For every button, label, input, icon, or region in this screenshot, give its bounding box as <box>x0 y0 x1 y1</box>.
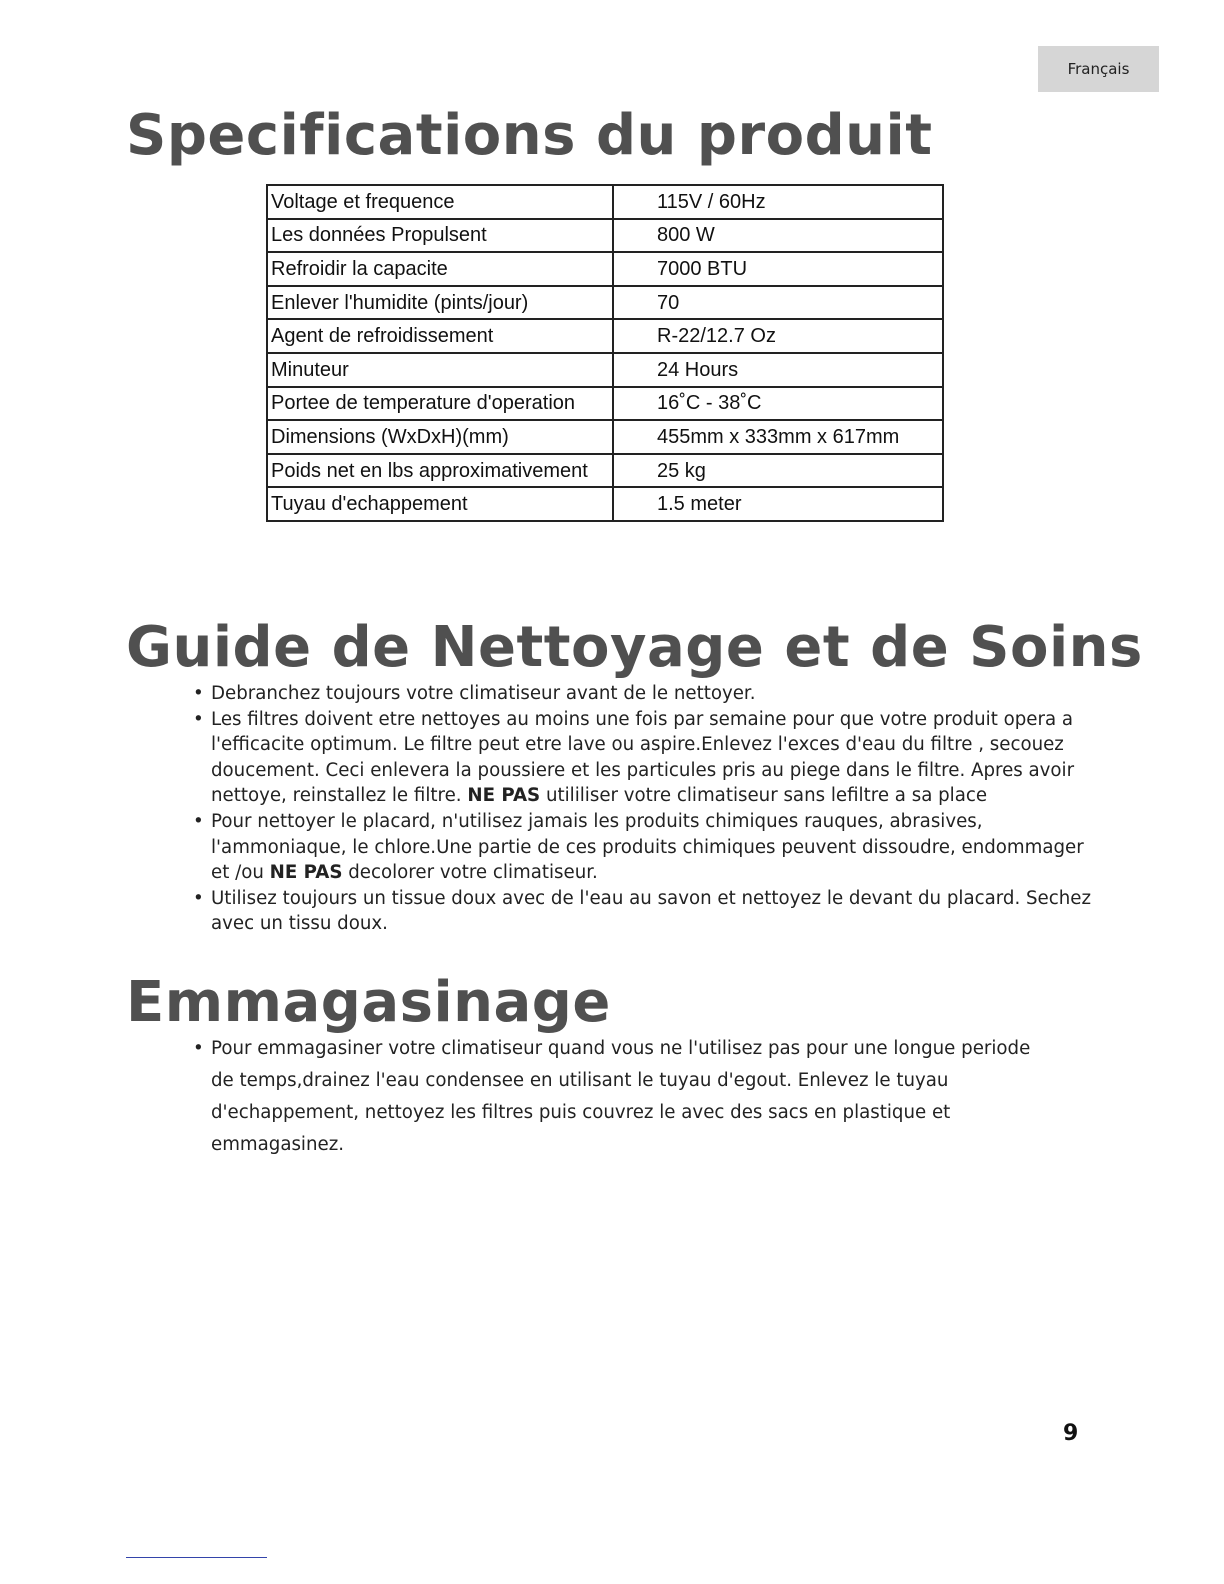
spec-value: 70 <box>613 286 943 320</box>
warning-emphasis: NE PAS <box>269 862 343 884</box>
list-item-text: utililiser votre climatiseur sans lefiltre a sa place <box>540 785 988 807</box>
spec-value: R-22/12.7 Oz <box>613 319 943 353</box>
list-item-text: Pour emmagasiner votre climatiseur quand vous ne l'utilisez pas pour une longue periode de temps,drainez l'eau condensee en utilisant le tuyau d'egout. Enlevez le tuyau d'echappement, nettoyez les filtres puis couvrez le avec des sacs en plastique et emmagasinez. <box>211 1038 1031 1155</box>
table-row <box>267 420 943 454</box>
list-item-text: Pour nettoyer le placard, n'utilisez jamais les produits chimiques rauques, abrasives, l'ammoniaque, le chlore.Une partie de ces produits chimiques peuvent dissoudre, endommager et /ou <box>211 810 1084 884</box>
spec-value: 1.5 meter <box>613 487 943 521</box>
spec-label: Voltage et frequence <box>267 185 613 219</box>
list-item <box>193 681 1093 707</box>
spec-value: 24 Hours <box>613 353 943 387</box>
table-row <box>267 454 943 488</box>
table-row <box>267 219 943 253</box>
list-item <box>193 1033 1053 1161</box>
spec-value: 25 kg <box>613 454 943 488</box>
storage-list <box>193 1033 1053 1161</box>
table-row <box>267 319 943 353</box>
spec-value: 115V / 60Hz <box>613 185 943 219</box>
spec-label: Agent de refroidissement <box>267 319 613 353</box>
list-item <box>193 809 1093 886</box>
storage-heading: Emmagasinage <box>126 970 611 1035</box>
list-item-text: Les filtres doivent etre nettoyes au moins une fois par semaine pour que votre produit opera a l'efficacite optimum. Le filtre peut etre lave ou aspire.Enlevez l'exces d'eau du filtre , secouez doucement. Ceci enlevera la poussiere et les particules pris au piege dans le filtre. Apres avoir nettoye, reinstallez le filtre. <box>211 708 1075 807</box>
spec-label: Dimensions (WxDxH)(mm) <box>267 420 613 454</box>
footer-divider <box>126 1557 267 1558</box>
warning-emphasis: NE PAS <box>467 785 541 807</box>
spec-value: 800 W <box>613 219 943 253</box>
table-row <box>267 286 943 320</box>
spec-value: 455mm x 333mm x 617mm <box>613 420 943 454</box>
list-item-text: Debranchez toujours votre climatiseur avant de le nettoyer. <box>211 683 756 704</box>
spec-label: Poids net en lbs approximativement <box>267 454 613 488</box>
spec-label: Enlever l'humidite (pints/jour) <box>267 286 613 320</box>
spec-label: Minuteur <box>267 353 613 387</box>
list-item <box>193 707 1093 809</box>
table-row <box>267 252 943 286</box>
cleaning-guide-heading: Guide de Nettoyage et de Soins <box>126 615 1143 680</box>
list-item <box>193 886 1093 937</box>
table-row <box>267 387 943 421</box>
spec-label: Tuyau d'echappement <box>267 487 613 521</box>
page-number: 9 <box>1063 1421 1079 1446</box>
spec-label: Refroidir la capacite <box>267 252 613 286</box>
table-row <box>267 185 943 219</box>
spec-label: Portee de temperature d'operation <box>267 387 613 421</box>
table-row <box>267 353 943 387</box>
spec-value: 16˚C - 38˚C <box>613 387 943 421</box>
spec-label: Les données Propulsent <box>267 219 613 253</box>
cleaning-guide-list <box>193 681 1093 937</box>
language-tab: Français <box>1038 46 1159 92</box>
table-row <box>267 487 943 521</box>
list-item-text: decolorer votre climatiseur. <box>342 862 598 884</box>
specs-table <box>266 184 944 522</box>
specs-heading: Specifications du produit <box>126 103 933 168</box>
list-item-text: Utilisez toujours un tissue doux avec de l'eau au savon et nettoyez le devant du placard. Sechez avec un tissu doux. <box>211 887 1091 935</box>
spec-value: 7000 BTU <box>613 252 943 286</box>
